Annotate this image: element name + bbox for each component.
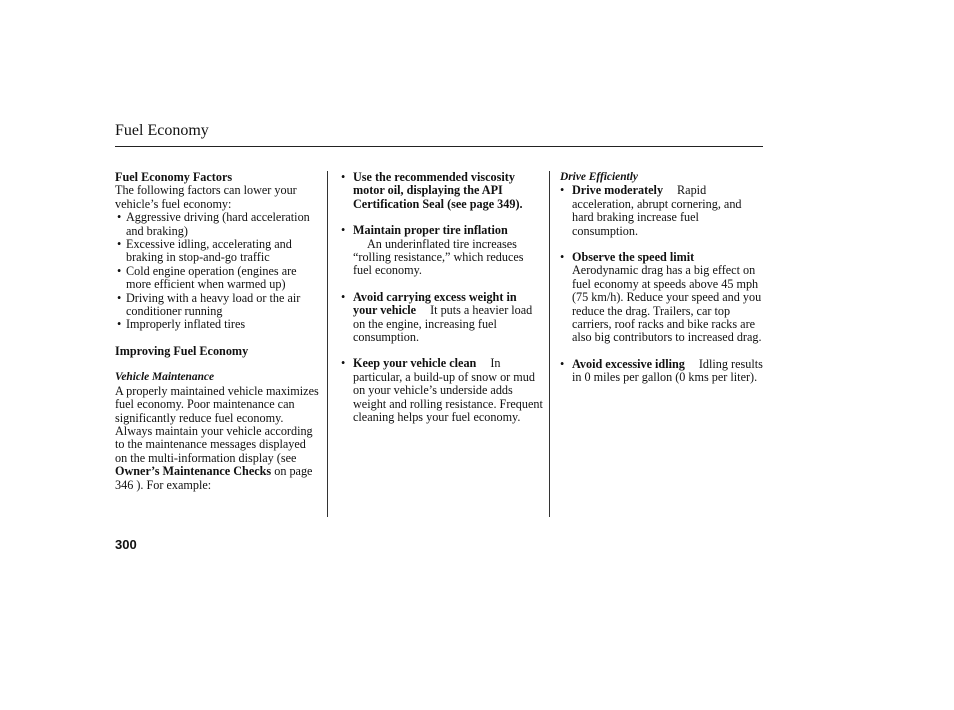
factor-item: • Driving with a heavy load or the air conditioner running [117, 290, 301, 319]
tip-item: • Avoid excessive idling Idling results in 0 miles per gallon (0 kms per liter). [560, 356, 763, 385]
factor-item: • Cold engine operation (engines are more efficient when warmed up) [117, 263, 297, 292]
page-number: 300 [115, 537, 137, 552]
tip-item: • Use the recommended viscosity motor oil, displaying the API Certification Seal (see page 349). [341, 170, 523, 211]
tip-item: • Drive moderately Rapid acceleration, abrupt cornering, and hard braking increase fuel consumption. [560, 183, 742, 238]
tip-item: • Avoid carrying excess weight in your vehicle It puts a heavier load on the engine, increasing fuel consumption. [341, 289, 533, 345]
column-divider [327, 171, 328, 517]
page-title: Fuel Economy [115, 122, 209, 139]
column-divider [549, 171, 550, 517]
factors-intro: The following factors can lower your vehicle’s fuel economy: [115, 183, 297, 211]
factor-item: • Excessive idling, accelerating and braking in stop-and-go traffic [117, 237, 292, 265]
maintenance-paragraph: A properly maintained vehicle maximizes fuel economy. Poor maintenance can significantly reduce fuel economy. Always maintain your vehicle according to the maintenance messages displayed on the multi-information display (see Owner’s Maintenance Checks on page 346 ). For example: [115, 383, 319, 492]
factor-item: • Improperly inflated tires [117, 317, 246, 332]
column-left [115, 171, 321, 492]
tip-item: • Observe the speed limit Aerodynamic drag has a big effect on fuel economy at speeds above 45 mph (75 km/h). Reduce your speed and you reduce the drag. Trailers, car top carriers, roof racks and bike racks are also big contributors to increased drag. [560, 250, 762, 345]
maintenance-checks-link[interactable]: Owner’s Maintenance Checks [115, 464, 272, 479]
column-right [560, 171, 765, 385]
factors-heading: Fuel Economy Factors [115, 170, 233, 184]
drive-efficiently-heading: Drive Efficiently [560, 171, 638, 183]
tip-item: • Maintain proper tire inflation An underinflated tire increases “rolling resistance,” which reduces fuel economy. [341, 223, 524, 278]
improving-heading: Improving Fuel Economy [115, 343, 249, 358]
factor-item: • Aggressive driving (hard acceleration and braking) [117, 210, 310, 238]
title-rule [115, 146, 763, 147]
column-middle [341, 171, 543, 425]
tip-item: • Keep your vehicle clean In particular, a build-up of snow or mud on your vehicle’s underside adds weight and rolling resistance. Frequent cleaning helps your fuel economy. [341, 356, 543, 425]
maintenance-heading: Vehicle Maintenance [115, 371, 215, 384]
